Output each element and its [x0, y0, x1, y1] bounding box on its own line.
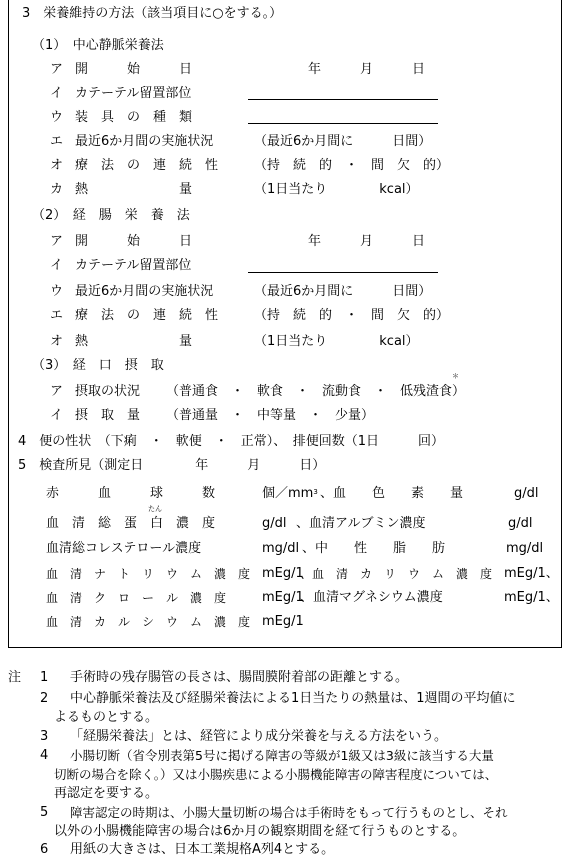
sub2-continuity-label: 療 法 の 連 続 性	[75, 308, 219, 323]
sub2-start-date-label: 開 始 日	[75, 234, 193, 249]
lab-calcium-unit: mEg/1	[262, 614, 304, 629]
note-2-line-2: よるものとする。	[54, 710, 159, 725]
sub1-catheter-site-underline	[248, 99, 438, 100]
lab-rbc-label: 赤 血 球 数	[46, 486, 216, 501]
lab-hemoglobin-unit: g/dl	[514, 486, 539, 501]
sub1-catheter-site-label: カテーテル留置部位	[75, 86, 192, 101]
section4-stool: 4 便の性状 （下痢 ・ 軟便 ・ 正常）、 排便回数（1日 回）	[18, 434, 445, 449]
sub3-intake-status-field: （普通食 ・ 軟食 ・ 流動食 ・ 低残渣食）	[166, 384, 466, 399]
note-4-number: 4	[40, 748, 49, 763]
sub1-letter-e: エ	[50, 134, 64, 149]
sub1-recent-status-label: 最近6か月間の実施状況	[75, 134, 214, 149]
sub2-catheter-site-label: カテーテル留置部位	[75, 258, 192, 273]
notes-prefix: 注	[8, 670, 22, 685]
lab-hemoglobin-label: 、血 色 素 量	[320, 486, 464, 501]
sub1-calories-label: 熱 量	[75, 182, 193, 197]
lab-potassium-unit: mEg/1、	[504, 566, 559, 581]
sub2-continuity-field: （持 続 的 ・ 間 欠 的）	[254, 308, 450, 323]
note-5-line-1: 障害認定の時期は、小腸大量切断の場合は手術時をもって行うものとし、それ	[70, 805, 508, 820]
note-1-number: 1	[40, 670, 49, 685]
lab-calcium-label: 血 清 カ ル シ ウ ム 濃 度	[46, 615, 251, 629]
lab-albumin-unit: g/dl	[508, 516, 533, 531]
section3-title: 3 栄養維持の方法（該当項目に○をする。）	[22, 6, 283, 21]
sub2-recent-status-field: （最近6か月間に 日間）	[254, 284, 432, 299]
note-4-line-3: 再認定を要する。	[54, 786, 159, 801]
note-2-line-1: 中心静脈栄養法及び経腸栄養法による1日当たりの熱量は、1週間の平均値に	[70, 691, 516, 706]
sub3-intake-amount-field: （普通量 ・ 中等量 ・ 少量）	[166, 408, 375, 423]
sub2-recent-status-label: 最近6か月間の実施状況	[75, 284, 214, 299]
lab-albumin-label: 、血清アルブミン濃度	[296, 516, 426, 531]
lab-cholesterol-label: 血清総コレステロール濃度	[46, 541, 202, 556]
sub3-heading: （3） 経 口 摂 取	[32, 358, 164, 373]
note-3-number: 3	[40, 729, 49, 744]
note-3-line-1: 「経腸栄養法」とは、経管により成分栄養を与える方法をいう。	[70, 729, 448, 744]
low-residue-ruby-mark: ＊	[452, 372, 459, 380]
section5-title: 5 検査所見（測定日 年 月 日）	[18, 458, 326, 473]
note-6-number: 6	[40, 842, 49, 857]
lab-rbc-unit-sup: 3	[313, 488, 318, 496]
sub2-catheter-site-underline	[248, 272, 438, 273]
sub2-letter-e: エ	[50, 308, 64, 323]
note-6-line-1: 用紙の大きさは、日本工業規格A列4とする。	[70, 842, 335, 857]
sub1-continuity-label: 療 法 の 連 続 性	[75, 158, 219, 173]
sub1-continuity-field: （持 続 的 ・ 間 欠 的）	[254, 158, 450, 173]
note-4-line-2: 切断の場合を除く。）又は小腸疾患による小腸機能障害の障害程度については、	[54, 767, 498, 782]
sub1-device-type-underline	[248, 123, 438, 124]
lab-potassium-label: 、血 清 カ リ ウ ム 濃 度	[300, 567, 493, 581]
sub1-letter-o: オ	[50, 158, 64, 173]
lab-sodium-unit: mEg/1	[262, 566, 304, 581]
lab-triglyceride-unit: mg/dl	[506, 541, 544, 556]
note-4-line-1: 小腸切断（省令別表第5号に掲げる障害の等級が1級又は3級に該当する大量	[70, 748, 494, 763]
note-2-number: 2	[40, 691, 49, 706]
sub2-letter-i: イ	[50, 258, 64, 273]
lab-rbc-unit: 個$/mm^3$	[262, 486, 318, 501]
lab-chloride-unit: mEg/1	[262, 590, 304, 605]
note-1-line-1: 手術時の残存腸管の長さは、腸間膜附着部の距離とする。	[70, 670, 409, 685]
lab-chloride-label: 血 清 ク ロ ー ル 濃 度	[46, 591, 227, 605]
tan-ruby: たん	[148, 505, 162, 513]
sub2-calories-field: （1日当たり kcal）	[254, 334, 419, 349]
sub3-letter-i: イ	[50, 408, 64, 423]
sub1-letter-u: ウ	[50, 110, 64, 125]
note-5-number: 5	[40, 805, 49, 820]
lab-total-protein-label: 血 清 総 蛋 白 濃 度	[46, 516, 216, 531]
sub1-letter-ka: カ	[50, 182, 64, 197]
sub1-device-type-label: 装 具 の 種 類	[75, 110, 193, 125]
sub2-calories-label: 熱 量	[75, 334, 193, 349]
sub2-letter-o: オ	[50, 334, 64, 349]
lab-magnesium-unit: mEg/1、	[504, 590, 559, 605]
sub1-letter-i: イ	[50, 86, 64, 101]
lab-cholesterol-unit: mg/dl	[262, 541, 300, 556]
sub3-letter-a: ア	[50, 384, 64, 399]
sub1-recent-status-field: （最近6か月間に 日間）	[254, 134, 432, 149]
lab-sodium-label: 血 清 ナ ト リ ウ ム 濃 度	[46, 567, 251, 581]
lab-magnesium-label: 、血清マグネシウム濃度	[300, 590, 443, 605]
sub2-start-date-field: 年 月 日	[308, 234, 426, 249]
sub1-heading: （1） 中心静脈栄養法	[32, 38, 164, 53]
sub1-start-date-label: 開 始 日	[75, 62, 193, 77]
sub2-heading: （2） 経 腸 栄 養 法	[32, 208, 190, 223]
sub3-intake-amount-label: 摂 取 量	[75, 408, 141, 423]
lab-triglyceride-label: 、中 性 脂 肪	[302, 541, 446, 556]
sub1-calories-field: （1日当たり kcal）	[254, 182, 419, 197]
sub2-letter-a: ア	[50, 234, 64, 249]
sub1-letter-a: ア	[50, 62, 64, 77]
sub1-start-date-field: 年 月 日	[308, 62, 426, 77]
note-5-line-2: 以外の小腸機能障害の場合は6か月の観察期間を経て行うものとする。	[54, 824, 466, 839]
sub3-intake-status-label: 摂取の状況	[75, 384, 141, 399]
lab-total-protein-unit: g/dl	[262, 516, 287, 531]
sub2-letter-u: ウ	[50, 284, 64, 299]
